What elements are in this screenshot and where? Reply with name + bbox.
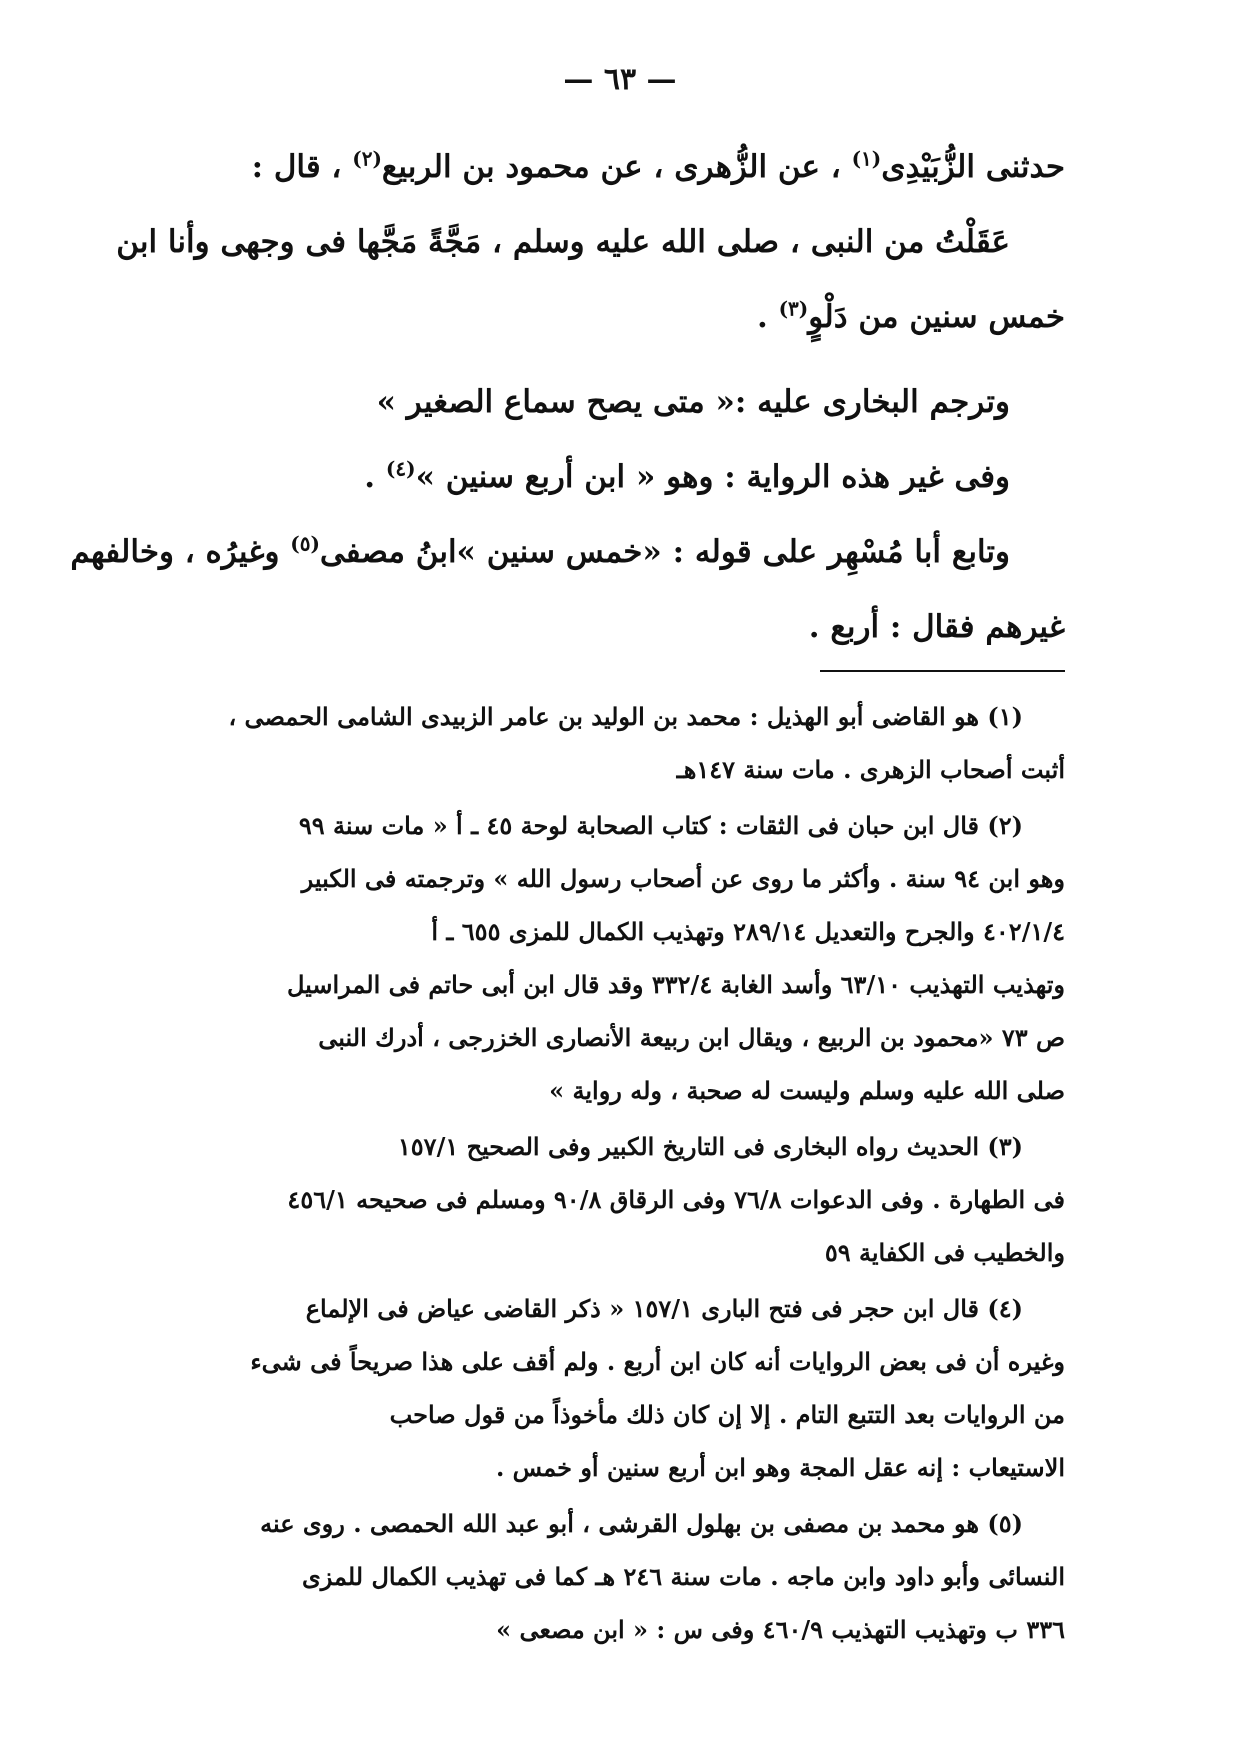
footnote-line (165, 690, 1065, 743)
main-line-text: حدثنى الزُّبَيْدِى (881, 149, 1065, 185)
footnote-text: وتهذيب التهذيب ٦٣/١٠ وأسد الغابة ٣٣٢/٤ وقد قال ابن أبى حاتم فى المراسيل (286, 970, 1065, 999)
footnote-line (165, 1011, 1065, 1064)
footnote-ref: (٥) (290, 531, 320, 556)
footnote-line (165, 958, 1065, 1011)
footnote-line (165, 1335, 1065, 1388)
footnote-text: وهو ابن ٩٤ سنة . وأكثر ما روى عن أصحاب رسول الله » وترجمته فى الكبير (301, 864, 1065, 893)
footnote-text: وغيره أن فى بعض الروايات أنه كان ابن أربع . ولم أقف على هذا صريحاً فى شىء (250, 1347, 1065, 1376)
main-line (70, 515, 1065, 590)
main-line-text: ، عن الزُّهرى ، عن محمود بن الربيع (381, 149, 852, 185)
footnote-ref: (١) (851, 146, 882, 171)
main-line (165, 130, 1065, 205)
footnote-text: من الروايات بعد التتبع التام . إلا إن كان ذلك مأخوذاً من قول صاحب (389, 1400, 1065, 1429)
footnote-text: صلى الله عليه وسلم وليست له صحبة ، وله رواية » (549, 1076, 1065, 1105)
main-line-text: وترجم البخارى عليه :« متى يصح سماع الصغير » (376, 384, 1010, 420)
footnote-text: والخطيب فى الكفاية ٥٩ (824, 1238, 1065, 1267)
main-line-text: عَقَلْتُ من النبى ، صلى الله عليه وسلم ، مَجَّةً مَجَّها فى وجهى وأنا ابن (116, 224, 1010, 260)
footnote-text: النسائى وأبو داود وابن ماجه . مات سنة ٢٤٦ هـ كما فى تهذيب الكمال للمزى (301, 1562, 1065, 1591)
main-line (165, 440, 1065, 515)
main-line (165, 590, 1065, 665)
footnote-line (165, 799, 1065, 852)
main-line-text: غيرهم فقال : أربع . (808, 609, 1065, 645)
footnote-line (165, 1226, 1065, 1279)
main-line (165, 365, 1065, 440)
footnote-text: ص ٧٣ «محمود بن الربيع ، ويقال ابن ربيعة الأنصارى الخزرجى ، أدرك النبى (318, 1023, 1065, 1052)
footnote-ref: (٤) (385, 456, 416, 481)
footnote-text: الاستيعاب : إنه عقل المجة وهو ابن أربع سنين أو خمس . (495, 1453, 1065, 1482)
footnote-text: أثبت أصحاب الزهرى . مات سنة ١٤٧هـ (676, 755, 1065, 784)
footnotes (165, 690, 1065, 1656)
footnote-line (165, 1497, 1065, 1550)
footnote-ref: (٣) (778, 296, 809, 321)
footnote-ref: (٢) (352, 146, 382, 171)
footnote-text: الحديث رواه البخارى فى التاريخ الكبير وفى الصحيح ١٥٧/١ (397, 1132, 980, 1161)
footnote-divider (820, 670, 1065, 672)
footnote-line (165, 1120, 1065, 1173)
footnote-line (165, 1441, 1065, 1494)
footnote-line (165, 1603, 1065, 1656)
footnote-line (165, 1388, 1065, 1441)
footnote-marker: (٢) (987, 811, 1023, 840)
main-line (165, 280, 1065, 355)
footnote-line (165, 1173, 1065, 1226)
main-line-text: وفى غير هذه الرواية : وهو « ابن أربع سنين » (415, 459, 1010, 495)
footnote-line (165, 905, 1065, 958)
main-text (70, 130, 1065, 665)
footnote-text: قال ابن حبان فى الثقات : كتاب الصحابة لوحة ٤٥ ـ أ « مات سنة ٩٩ (298, 811, 980, 840)
main-line-text: . (756, 299, 779, 335)
main-line-text: وتابع أبا مُسْهِر على قوله : «خمس سنين »ابنُ مصفى (319, 534, 1010, 570)
footnote-marker: (٣) (987, 1132, 1023, 1161)
page-number: — ٦٣ — (563, 62, 677, 97)
footnote-line (165, 743, 1065, 796)
footnote-text: قال ابن حجر فى فتح البارى ١٥٧/١ « ذكر القاضى عياض فى الإلماع (305, 1294, 980, 1323)
footnote-text: فى الطهارة . وفى الدعوات ٧٦/٨ وفى الرقاق ٩٠/٨ ومسلم فى صحيحه ٤٥٦/١ (287, 1185, 1065, 1214)
footnote-text: هو محمد بن مصفى بن بهلول القرشى ، أبو عبد الله الحمصى . روى عنه (260, 1509, 980, 1538)
footnote-line (165, 1550, 1065, 1603)
footnote-text: ٤٠٢/١/٤ والجرح والتعديل ٢٨٩/١٤ وتهذيب الكمال للمزى ٦٥٥ ـ أ (431, 917, 1065, 946)
main-line-text: ، قال : (251, 149, 353, 185)
footnote-line (165, 1282, 1065, 1335)
footnote-marker: (٥) (987, 1509, 1023, 1538)
main-line (116, 205, 1065, 280)
main-line-text: وغيرُه ، وخالفهم (70, 534, 291, 570)
main-line-text: . (364, 459, 386, 495)
footnote-marker: (١) (987, 702, 1023, 731)
footnote-line (165, 852, 1065, 905)
footnote-text: هو القاضى أبو الهذيل : محمد بن الوليد بن عامر الزبيدى الشامى الحمصى ، (228, 702, 980, 731)
main-line-text: خمس سنين من دَلْوٍ (808, 299, 1065, 335)
footnote-text: ٣٣٦ ب وتهذيب التهذيب ٤٦٠/٩ وفى س : « ابن مصعى » (496, 1615, 1065, 1644)
footnote-line (165, 1064, 1065, 1117)
footnote-marker: (٤) (987, 1294, 1023, 1323)
